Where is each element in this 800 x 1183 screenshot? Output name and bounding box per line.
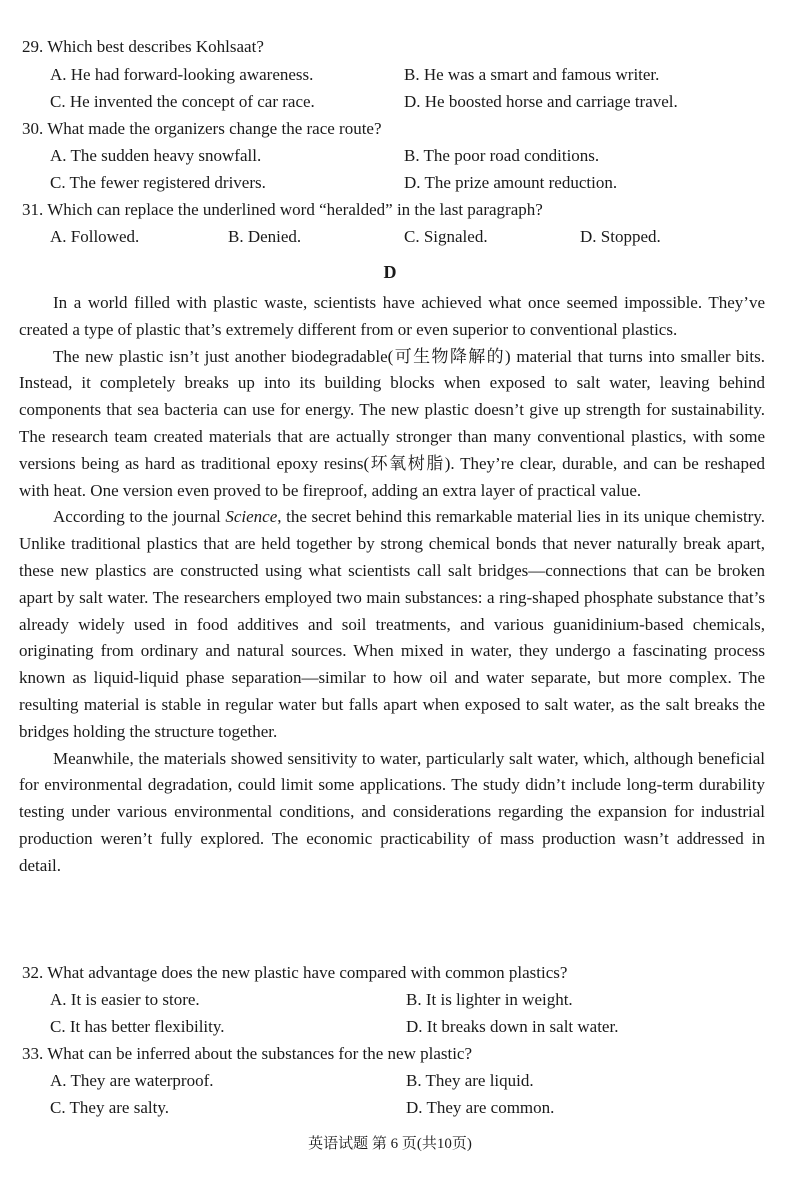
- question-30-option-b: B. The poor road conditions.: [404, 146, 600, 165]
- question-31-option-d: D. Stopped.: [580, 227, 661, 246]
- question-32-stem: 32. What advantage does the new plastic have compared with common plastics?: [22, 963, 568, 982]
- reading-passage: [19, 290, 765, 880]
- question-33-option-b: B. They are liquid.: [406, 1071, 534, 1090]
- question-33-option-c: C. They are salty.: [50, 1098, 169, 1117]
- question-31-option-a: A. Followed.: [50, 227, 140, 246]
- question-31-option-b: B. Denied.: [228, 227, 302, 246]
- question-32-option-b: B. It is lighter in weight.: [406, 990, 573, 1009]
- passage-paragraph-1: In a world filled with plastic waste, scientists have achieved what once seemed impossible. They’ve created a type of plastic that’s extremely different from or even superior to conventional plastics.: [19, 293, 765, 339]
- passage-paragraph-3-pre: According to the journal: [53, 507, 226, 527]
- question-31-option-c: C. Signaled.: [404, 227, 488, 246]
- passage-paragraph-4: Meanwhile, the materials showed sensitivity to water, particularly salt water, which, although beneficial for environmental degradation, could limit some applications. The study didn’t include long-term durability testing under various environmental conditions, and considerations regarding the expansion for industrial production weren’t fully explored. The economic practicability of mass production wasn’t addressed in detail.: [19, 748, 765, 875]
- question-30-stem: 30. What made the organizers change the race route?: [22, 119, 382, 138]
- question-29-option-b: B. He was a smart and famous writer.: [404, 65, 660, 84]
- question-33-option-d: D. They are common.: [406, 1098, 555, 1117]
- question-33-stem: 33. What can be inferred about the substances for the new plastic?: [22, 1044, 473, 1063]
- question-32-option-d: D. It breaks down in salt water.: [406, 1017, 619, 1036]
- question-32-option-a: A. It is easier to store.: [50, 990, 200, 1009]
- question-29-stem: 29. Which best describes Kohlsaat?: [22, 37, 264, 56]
- question-31-stem: [22, 199, 543, 221]
- question-29-option-d: D. He boosted horse and carriage travel.: [404, 92, 678, 111]
- passage-paragraph-3-post: , the secret behind this remarkable material lies in its unique chemistry. Unlike traditional plastics that are held together by strong chemical bonds that never naturally break apart, these new plastics are constructed using what scientists call salt bridges—connections that can be broken apart by salt water. The researchers employed two main substances: a ring-shaped phosphate substance that’s already widely used in food additives and soil treatments, and various guanidinium-based chemicals, originating from ordinary and natural sources. When mixed in water, they undergo a fascinating process known as liquid-liquid phase separation—similar to how oil and water separate, but more complex. The resulting material is stable in regular water but falls apart when exposed to salt water, as the salt breaks the bridges holding the structure together.: [19, 507, 765, 741]
- page-footer: 英语试题 第 6 页(共10页): [308, 1136, 472, 1152]
- passage-paragraph-2: The new plastic isn’t just another biodegradable(可生物降解的) material that turns into smaller bits. Instead, it completely breaks up into its building blocks when exposed to salt water, leaving behind components that sea bacteria can use for energy. The new plastic doesn’t give up strength for sustainability. The research team created materials that are actually stronger than many conventional plastics, with some versions being as hard as traditional epoxy resins(环氧树脂). They’re clear, durable, and can be reshaped with heat. One version even proved to be fireproof, adding an extra layer of practical value.: [19, 346, 765, 500]
- question-31-stem-pre: 31. Which can replace the underlined word “: [22, 200, 327, 219]
- passage-paragraph-3: [19, 504, 765, 745]
- question-29-option-c: C. He invented the concept of car race.: [50, 92, 315, 111]
- question-30-option-c: C. The fewer registered drivers.: [50, 173, 266, 192]
- question-31-stem-post: ” in the last paragraph?: [385, 200, 543, 219]
- journal-name: Science: [225, 507, 278, 527]
- question-32-option-c: C. It has better flexibility.: [50, 1017, 225, 1036]
- question-30-option-a: A. The sudden heavy snowfall.: [50, 146, 262, 165]
- question-31-keyword: heralded: [326, 200, 386, 219]
- question-33-option-a: A. They are waterproof.: [50, 1071, 214, 1090]
- section-title: D: [383, 262, 397, 282]
- question-30-option-d: D. The prize amount reduction.: [404, 173, 618, 192]
- question-29-option-a: A. He had forward-looking awareness.: [50, 65, 314, 84]
